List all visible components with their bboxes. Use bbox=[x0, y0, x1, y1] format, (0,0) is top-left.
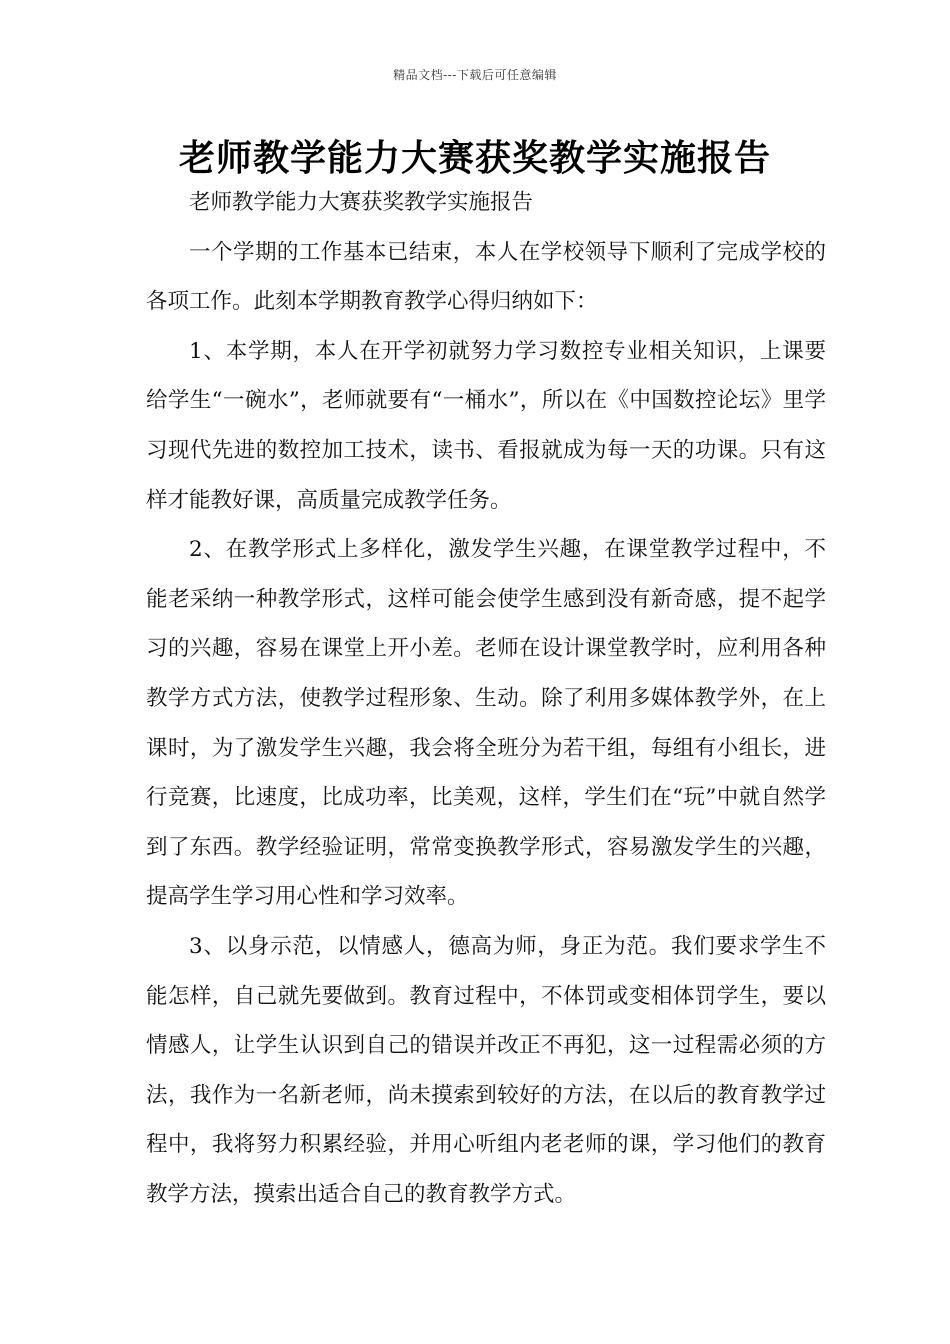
intro-paragraph: 一个学期的工作基本已结束，本人在学校领导下顺利了完成学校的各项工作。此刻本学期教育教学心得归纳如下： bbox=[146, 239, 826, 315]
document-body bbox=[146, 178, 826, 1219]
subtitle-paragraph: 老师教学能力大赛获奖教学实施报告 bbox=[189, 190, 534, 215]
point-2-paragraph: 2、在教学形式上多样化，激发学生兴趣，在课堂教学过程中，不能老采纳一种教学形式，这样可能会使学生感到没有新奇感，提不起学习的兴趣，容易在课堂上开小差。老师在设计课堂教学时，应利用各种教学方式方法，使教学过程形象、生动。除了利用多媒体教学外，在上课时，为了激发学生兴趣，我会将全班分为若干组，每组有小组长，进行竞赛，比速度，比成功率，比美观，这样，学生们在“玩”中就自然学到了东西。教学经验证明，常常变换教学形式，容易激发学生的兴趣，提高学生学习用心性和学习效率。 bbox=[146, 537, 826, 910]
header-note: 精品文档---下载后可任意编辑 bbox=[393, 68, 557, 82]
point-1-paragraph: 1、本学期，本人在开学初就努力学习数控专业相关知识，上课要给学生“一碗水”，老师就要有“一桶水”，所以在《中国数控论坛》里学习现代先进的数控加工技术，读书、看报就成为每一天的功课。只有这样才能教好课，高质量完成教学任务。 bbox=[146, 338, 826, 513]
point-3-paragraph: 3、以身示范，以情感人，德高为师，身正为范。我们要求学生不能怎样，自己就先要做到。教育过程中，不体罚或变相体罚学生，要以情感人，让学生认识到自己的错误并改正不再犯，这一过程需必须的方法，我作为一名新老师，尚未摸索到较好的方法，在以后的教育教学过程中，我将努力积累经验，并用心听组内老老师的课，学习他们的教育教学方法，摸索出适合自己的教育教学方式。 bbox=[146, 933, 826, 1207]
document-title: 老师教学能力大赛获奖教学实施报告 bbox=[178, 137, 771, 179]
